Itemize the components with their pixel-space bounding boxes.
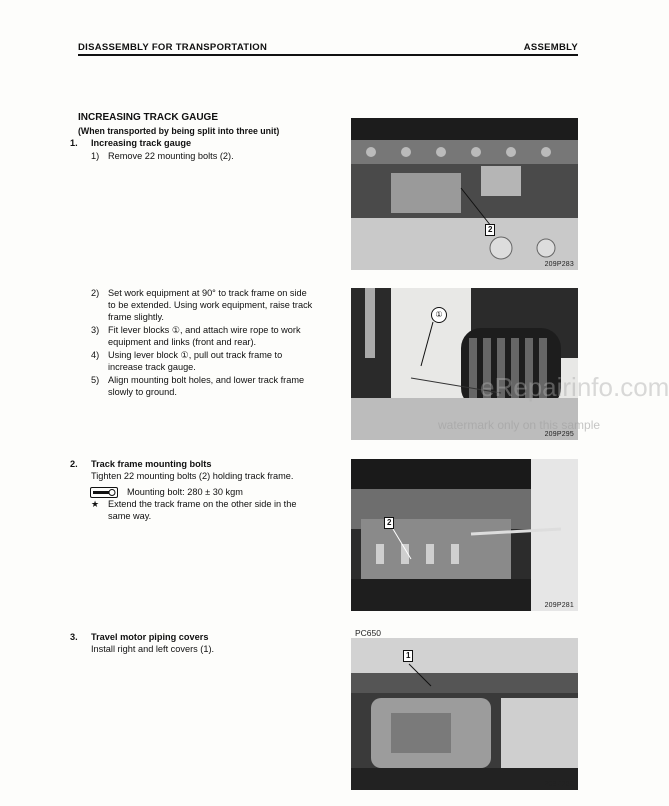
step1-sub3-line1: Fit lever blocks ①, and attach wire rope to work <box>108 325 301 335</box>
section-subtitle: (When transported by being split into three unit) <box>78 126 280 136</box>
step1-sub1-text: Remove 22 mounting bolts (2). <box>108 151 234 161</box>
step1-sub2-number: 2) <box>91 288 100 298</box>
step2-note-line2: same way. <box>108 511 152 521</box>
step3-number: 3. <box>70 632 78 642</box>
page-header-right: ASSEMBLY <box>523 42 578 53</box>
step2-title: Track frame mounting bolts <box>91 459 212 469</box>
step2-star: ★ <box>91 499 100 509</box>
watermark-site: eRepairinfo.com <box>480 372 669 402</box>
watermark-note: watermark only on this sample <box>438 418 601 432</box>
step1-sub5-line2: slowly to ground. <box>108 387 177 397</box>
step1-sub4-line2: increase track gauge. <box>108 362 196 372</box>
step3-line1: Install right and left covers (1). <box>91 644 215 654</box>
step1-sub5-line1: Align mounting bolt holes, and lower track frame <box>108 375 305 385</box>
step1-sub2-line2: to be extended. Using work equipment, raise track <box>108 300 313 310</box>
step1-sub2-line1: Set work equipment at 90° to track frame on side <box>108 288 307 298</box>
section-title: INCREASING TRACK GAUGE <box>78 112 219 123</box>
step1-sub2-line3: frame slightly. <box>108 312 164 322</box>
step1-sub4-number: 4) <box>91 350 100 360</box>
step2-note-line1: Extend the track frame on the other side in the <box>108 499 297 509</box>
step1-sub3-number: 3) <box>91 325 100 335</box>
photo3-code: 209P281 <box>544 602 574 609</box>
step2-torque: Mounting bolt: 280 ± 30 kgm <box>127 487 243 497</box>
step1-title: Increasing track gauge <box>91 138 192 148</box>
photo-track-frame-bolts <box>351 118 578 270</box>
step1-sub4-line1: Using lever block ①, pull out track frame to <box>108 350 283 360</box>
step2-number: 2. <box>70 459 78 469</box>
step2-line1: Tighten 22 mounting bolts (2) holding track frame. <box>91 471 294 481</box>
step1-sub5-number: 5) <box>91 375 100 385</box>
step1-number: 1. <box>70 138 78 148</box>
photo4-code: 209P280 <box>544 781 574 788</box>
photo2-code: 209P295 <box>544 431 574 438</box>
photo3-callout: 2 <box>384 517 394 529</box>
step1-sub3-line2: equipment and links (front and rear). <box>108 337 257 347</box>
photo-tightening-bolts <box>351 459 578 611</box>
photo4-callout: 1 <box>403 650 413 662</box>
page-header-left: DISASSEMBLY FOR TRANSPORTATION <box>78 42 268 53</box>
step3-title: Travel motor piping covers <box>91 632 209 642</box>
step1-sub1-number: 1) <box>91 151 100 161</box>
photo-motor-covers <box>351 638 578 790</box>
header-rule <box>78 54 578 56</box>
photo1-code: 209P283 <box>544 261 574 268</box>
photo1-callout: 2 <box>485 224 495 236</box>
photo4-label: PC650 <box>355 628 381 638</box>
photo2-callout: ① <box>431 307 447 323</box>
torque-wrench-icon <box>90 487 118 498</box>
